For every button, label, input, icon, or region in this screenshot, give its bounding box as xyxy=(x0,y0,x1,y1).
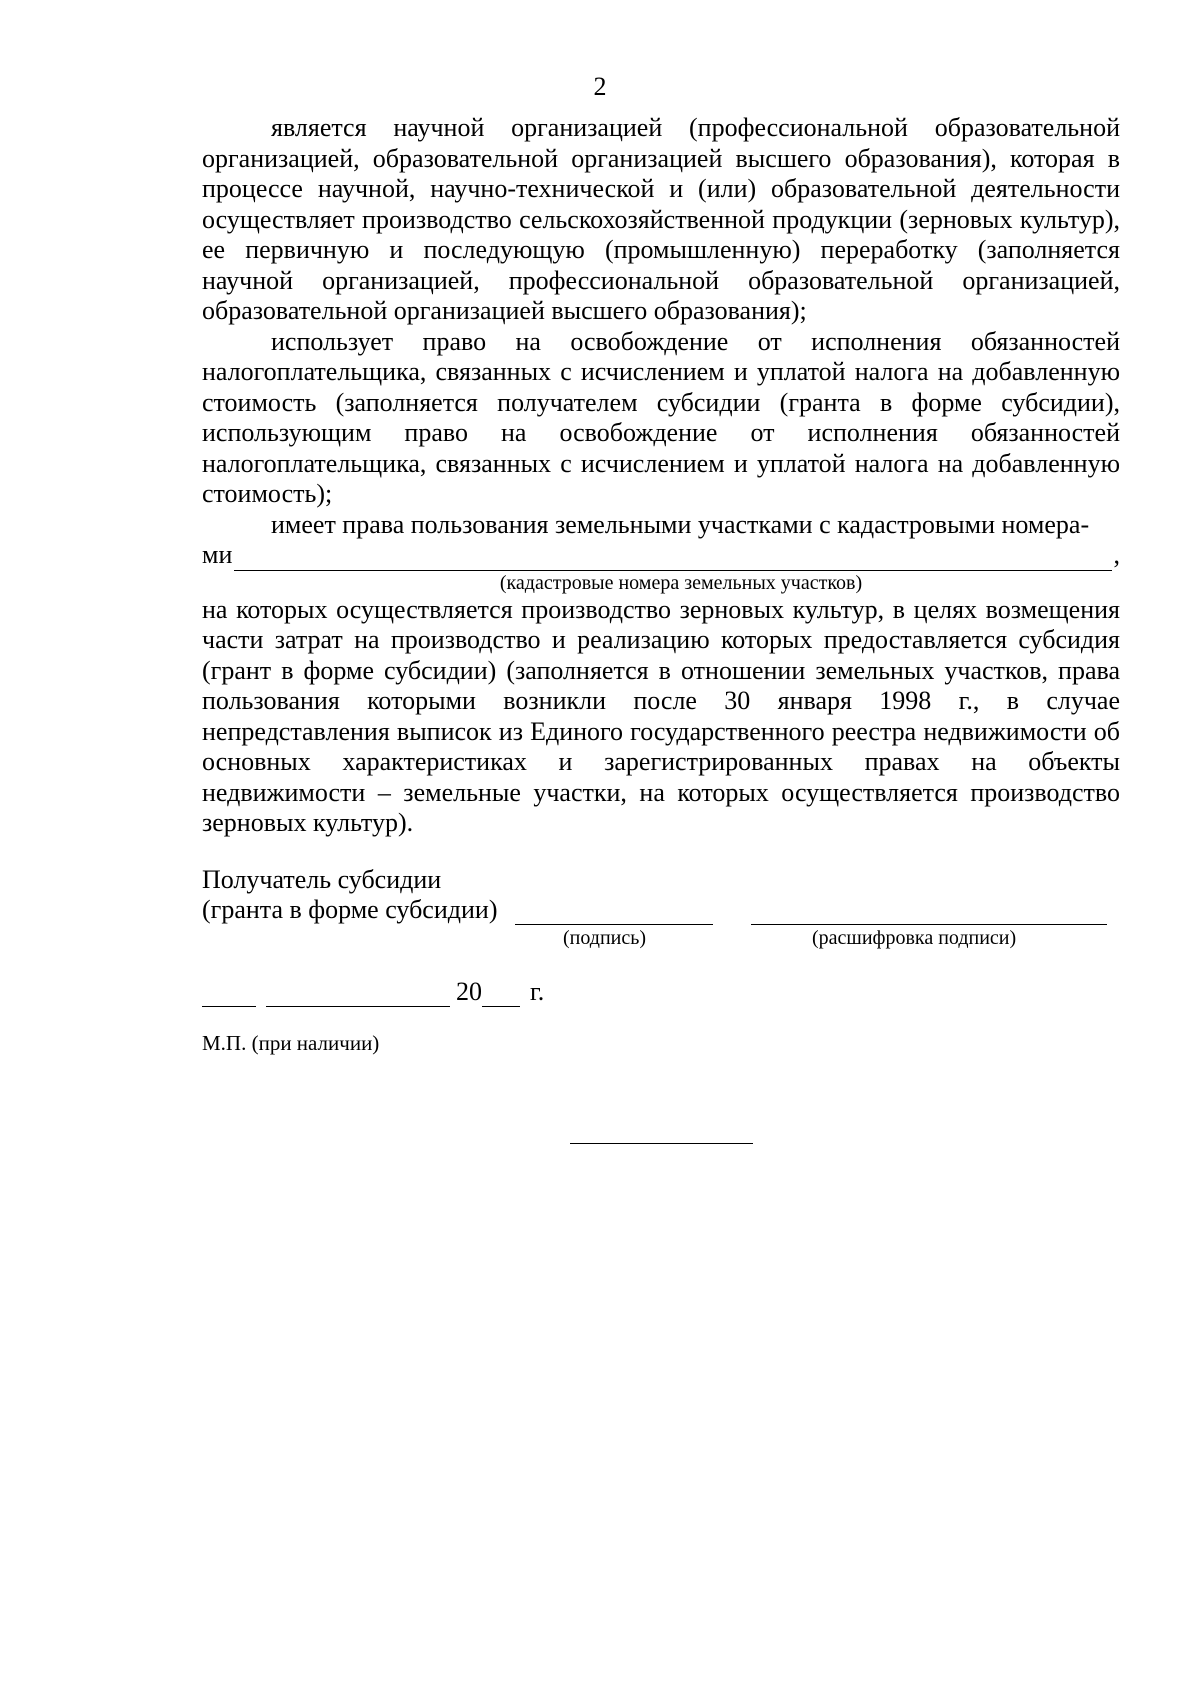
signature-block xyxy=(202,865,1122,951)
cadastral-prefix: ми xyxy=(202,540,233,569)
paragraph-vat-exemption: использует право на освобождение от исполнения обязанностей налогоплательщика, связанных с исчислением и уплатой налога на добавленную стоимость (заполняется получателем субсидии (гранта в форме субсидии), использующим право на освобождение от исполнения обязанностей налогоплательщика, связанных с исчислением и уплатой налога на добавленную стоимость); xyxy=(202,326,1120,508)
signature-captions xyxy=(202,925,1122,951)
cadastral-numbers-field[interactable] xyxy=(234,546,1111,571)
paragraph-scientific-organization: является научной организацией (профессиональной образовательной организацией, образовательной организацией высшего образования), которая в процессе научной, научно-технической и (или) образовательной деятельности осуществляет производство сельскохозяйственной продукции (зерновых культур), ее первичную и последующую (промышленную) переработку (заполняется научной организацией, профессиональной образовательной организацией, образовательной организацией высшего образования); xyxy=(202,113,1120,325)
cadastral-suffix: , xyxy=(1113,540,1120,569)
signature-decoding-field[interactable] xyxy=(751,896,1107,925)
date-day-field[interactable] xyxy=(202,980,256,1007)
signature-caption: (подпись) xyxy=(563,927,647,949)
end-of-document-rule xyxy=(570,1143,753,1144)
stamp-note: М.П. (при наличии) xyxy=(202,1031,380,1055)
document-body xyxy=(202,113,1120,839)
signature-field[interactable] xyxy=(515,896,713,925)
paragraph-land-rights-start: имеет права пользования земельными участками с кадастровыми номера- xyxy=(271,509,1090,539)
date-month-field[interactable] xyxy=(266,980,450,1007)
date-suffix: г. xyxy=(530,977,545,1006)
recipient-label-line1: Получатель субсидии xyxy=(202,865,442,894)
page-number: 2 xyxy=(593,72,607,101)
recipient-label-line2: (гранта в форме субсидии) xyxy=(202,895,498,924)
signature-row xyxy=(202,895,1122,925)
signature-decoding-caption: (расшифровка подписи) xyxy=(812,927,1017,949)
date-year-prefix: 20 xyxy=(456,977,482,1006)
date-row xyxy=(202,977,544,1007)
date-year-field[interactable] xyxy=(482,980,520,1007)
cadastral-numbers-caption: (кадастровые номера земельных участков) xyxy=(499,571,863,594)
cadastral-numbers-row xyxy=(202,540,1120,571)
paragraph-land-rights-rest: на которых осуществляется производство зерновых культур, в целях возмещения части затрат на производство и реализацию которых предоставляется субсидия (грант в форме субсидии) (заполняется в отношении земельных участков, права пользования которыми возникли после 30 января 1998 г., в случае непредставления выписок из Единого государственного реестра недвижимости об основных характеристиках и зарегистрированных правах на объекты недвижимости – земельные участки, на которых осуществляется производство зерновых культур). xyxy=(202,594,1120,837)
